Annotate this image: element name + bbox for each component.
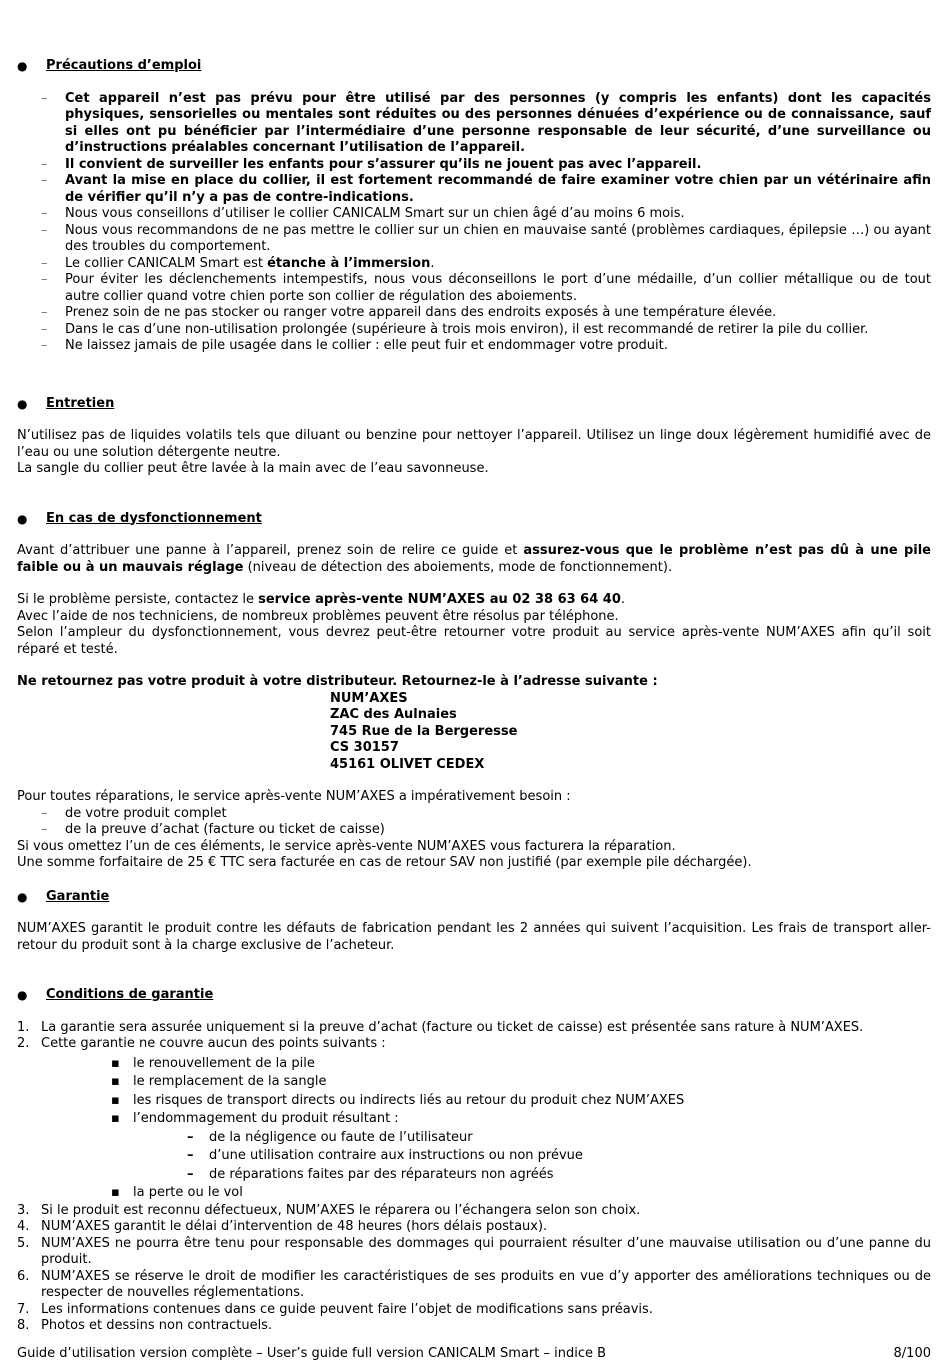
- paragraph: NUM’AXES garantit le produit contre les défauts de fabrication pendant les 2 années qui suivent l’acquisition. Les frais de transport aller-retour du produit sont à la charge exclusive de l’acheteur.: [17, 921, 931, 953]
- address-line: NUM’AXES: [330, 690, 408, 706]
- exclusions-list: [41, 1055, 931, 1203]
- return-notice: Ne retournez pas votre produit à votre distributeur. Retournez-le à l’adresse suivante :: [17, 674, 658, 689]
- list-item: 7. Les informations contenues dans ce guide peuvent faire l’objet de modifications sans préavis.: [17, 1301, 653, 1317]
- bullet-icon: ●: [17, 988, 28, 1002]
- list-item: 1. La garantie sera assurée uniquement si la preuve d’achat (facture ou ticket de caisse) est présentée sans rature à NUM’AXES.: [17, 1019, 864, 1035]
- paragraph: Si vous omettez l’un de ces éléments, le service après-vente NUM’AXES vous facturera la réparation.: [17, 838, 676, 854]
- list-item: 5. NUM’AXES ne pourra être tenu pour responsable des dommages qui pourraient résulter d’une mauvaise utilisation ou d’une panne du produit.: [17, 1235, 931, 1267]
- document-page: [17, 58, 931, 1335]
- bullet-icon: ●: [17, 59, 28, 73]
- paragraph: La sangle du collier peut être lavée à la main avec de l’eau savonneuse.: [17, 461, 489, 476]
- list-item: – Nous vous conseillons d’utiliser le collier CANICALM Smart sur un chien âgé d’au moins 6 mois.: [17, 206, 931, 223]
- page-number: 8/100: [893, 1346, 931, 1361]
- list-item: 4. NUM’AXES garantit le délai d’intervention de 48 heures (hors délais postaux).: [17, 1219, 548, 1234]
- damage-causes-list: [133, 1129, 931, 1185]
- list-item: – Ne laissez jamais de pile usagée dans le collier : elle peut fuir et endommager votre produit.: [17, 338, 931, 355]
- section-title-dysfonctionnement: ● En cas de dysfonctionnement: [17, 510, 262, 526]
- list-item: – Dans le cas d’une non-utilisation prolongée (supérieure à trois mois environ), il est recommandé de retirer la pile du collier.: [17, 322, 931, 339]
- list-item: – de la négligence ou faute de l’utilisateur: [133, 1129, 931, 1148]
- paragraph: Avant d’attribuer une panne à l’appareil, prenez soin de relire ce guide et assurez-vous que le problème n’est pas dû à une pile faible ou à un mauvais réglage (niveau de détection des aboiements, mode de fonctionnement).: [17, 543, 932, 575]
- section-title-conditions: ● Conditions de garantie: [17, 987, 214, 1002]
- paragraph: Selon l’ampleur du dysfonctionnement, vous devrez peut-être retourner votre produit au service après-vente NUM’AXES afin qu’il soit réparé et testé.: [17, 625, 931, 657]
- paragraph: Pour toutes réparations, le service après-vente NUM’AXES a impérativement besoin :: [17, 789, 571, 804]
- list-item: – Il convient de surveiller les enfants pour s’assurer qu’ils ne jouent pas avec l’appareil.: [17, 157, 931, 174]
- paragraph: Si le problème persiste, contactez le service après-vente NUM’AXES au 02 38 63 64 40.: [17, 592, 626, 607]
- list-item: – Le collier CANICALM Smart est étanche à l’immersion.: [17, 256, 931, 273]
- footer-title: Guide d’utilisation version complète – User’s guide full version CANICALM Smart – indice B: [17, 1346, 607, 1361]
- list-item: – de votre produit complet: [17, 806, 931, 823]
- paragraph: Une somme forfaitaire de 25 € TTC sera facturée en cas de retour SAV non justifié (par exemple pile déchargée).: [17, 855, 752, 870]
- section-title-entretien: ● Entretien: [17, 395, 115, 411]
- list-item: 8. Photos et dessins non contractuels.: [17, 1318, 273, 1333]
- paragraph: Avec l’aide de nos techniciens, de nombreux problèmes peuvent être résolus par téléphone.: [17, 608, 619, 624]
- list-item: ▪ le renouvellement de la pile: [41, 1055, 931, 1074]
- list-item: – Cet appareil n’est pas prévu pour être utilisé par des personnes (y compris les enfants) dont les capacités physiques, sensorielles ou mentales sont réduites ou des personnes dénuées d’expérience ou de connaissance, sauf si elles ont pu bénéficier par l’intermédiaire d’une personne responsable de leur sécurité, d’une surveillance ou d’instructions préalables concernant l’utilisation de l’appareil.: [17, 91, 931, 157]
- list-item: – Nous vous recommandons de ne pas mettre le collier sur un chien en mauvaise santé (problèmes cardiaques, épilepsie …) ou ayant des troubles du comportement.: [17, 223, 931, 256]
- list-item: ▪ l’endommagement du produit résultant : – de la négligence ou faute de l’utilisateur – d’une utilisation contraire aux instructions ou non prévue – de réparations faites par des réparateurs non agréés: [41, 1110, 931, 1184]
- section-title-precautions: ● Précautions d’emploi: [17, 58, 202, 73]
- section-title-garantie: ● Garantie: [17, 888, 110, 904]
- list-item: – Avant la mise en place du collier, il est fortement recommandé de faire examiner votre chien par un vétérinaire afin de vérifier qu’il n’y a pas de contre-indications.: [17, 173, 931, 206]
- bullet-icon: ●: [17, 889, 28, 904]
- conditions-list: [17, 1020, 931, 1335]
- address-line: 45161 OLIVET CEDEX: [330, 756, 485, 772]
- list-item: – Prenez soin de ne pas stocker ou ranger votre appareil dans des endroits exposés à une température élevée.: [17, 305, 931, 322]
- address-line: 745 Rue de la Bergeresse: [330, 723, 518, 739]
- list-item: – Pour éviter les déclenchements intempestifs, nous vous déconseillons le port d’une médaille, d’un collier métallique ou de tout autre collier quand votre chien porte son collier de régulation des aboiements.: [17, 272, 931, 305]
- list-item: – d’une utilisation contraire aux instructions ou non prévue: [133, 1147, 931, 1166]
- page-footer: [17, 1346, 931, 1363]
- list-item: – de réparations faites par des réparateurs non agréés: [133, 1166, 931, 1185]
- bullet-icon: ●: [17, 396, 28, 411]
- list-item: – de la preuve d’achat (facture ou ticket de caisse): [17, 822, 931, 839]
- precautions-list: [17, 91, 931, 355]
- list-item: ▪ les risques de transport directs ou indirects liés au retour du produit chez NUM’AXES: [41, 1092, 931, 1111]
- list-item: 6. NUM’AXES se réserve le droit de modifier les caractéristiques de ses produits en vue d’y apporter des améliorations techniques ou de respecter de nouvelles réglementations.: [17, 1268, 931, 1300]
- return-address: [17, 691, 931, 774]
- paragraph: N’utilisez pas de liquides volatils tels que diluant ou benzine pour nettoyer l’appareil. Utilisez un linge doux légèrement humidifié avec de l’eau ou une solution détergente neutre.: [17, 428, 931, 460]
- bullet-icon: ●: [17, 511, 28, 526]
- list-item: ▪ la perte ou le vol: [41, 1184, 931, 1203]
- address-line: CS 30157: [330, 740, 399, 755]
- address-line: ZAC des Aulnaies: [330, 707, 457, 722]
- list-item: ▪ le remplacement de la sangle: [41, 1073, 931, 1092]
- list-item: 3. Si le produit est reconnu défectueux, NUM’AXES le réparera ou l’échangera selon son choix.: [17, 1202, 641, 1218]
- needs-list: [17, 806, 931, 839]
- list-item: 2. Cette garantie ne couvre aucun des points suivants : ▪ le renouvellement de la pile ▪ le remplacement de la sangle ▪ les risques de transport directs ou indirects liés au retour du produit chez NUM’AXES ▪ l’endommagement du produit résultant : – de la négligence ou faute de l’utilisateur – d’une utilisation contraire aux instructions ou non prévue – de réparations faites par des réparateurs non agréés ▪ la perte ou le vol: [17, 1036, 931, 1203]
